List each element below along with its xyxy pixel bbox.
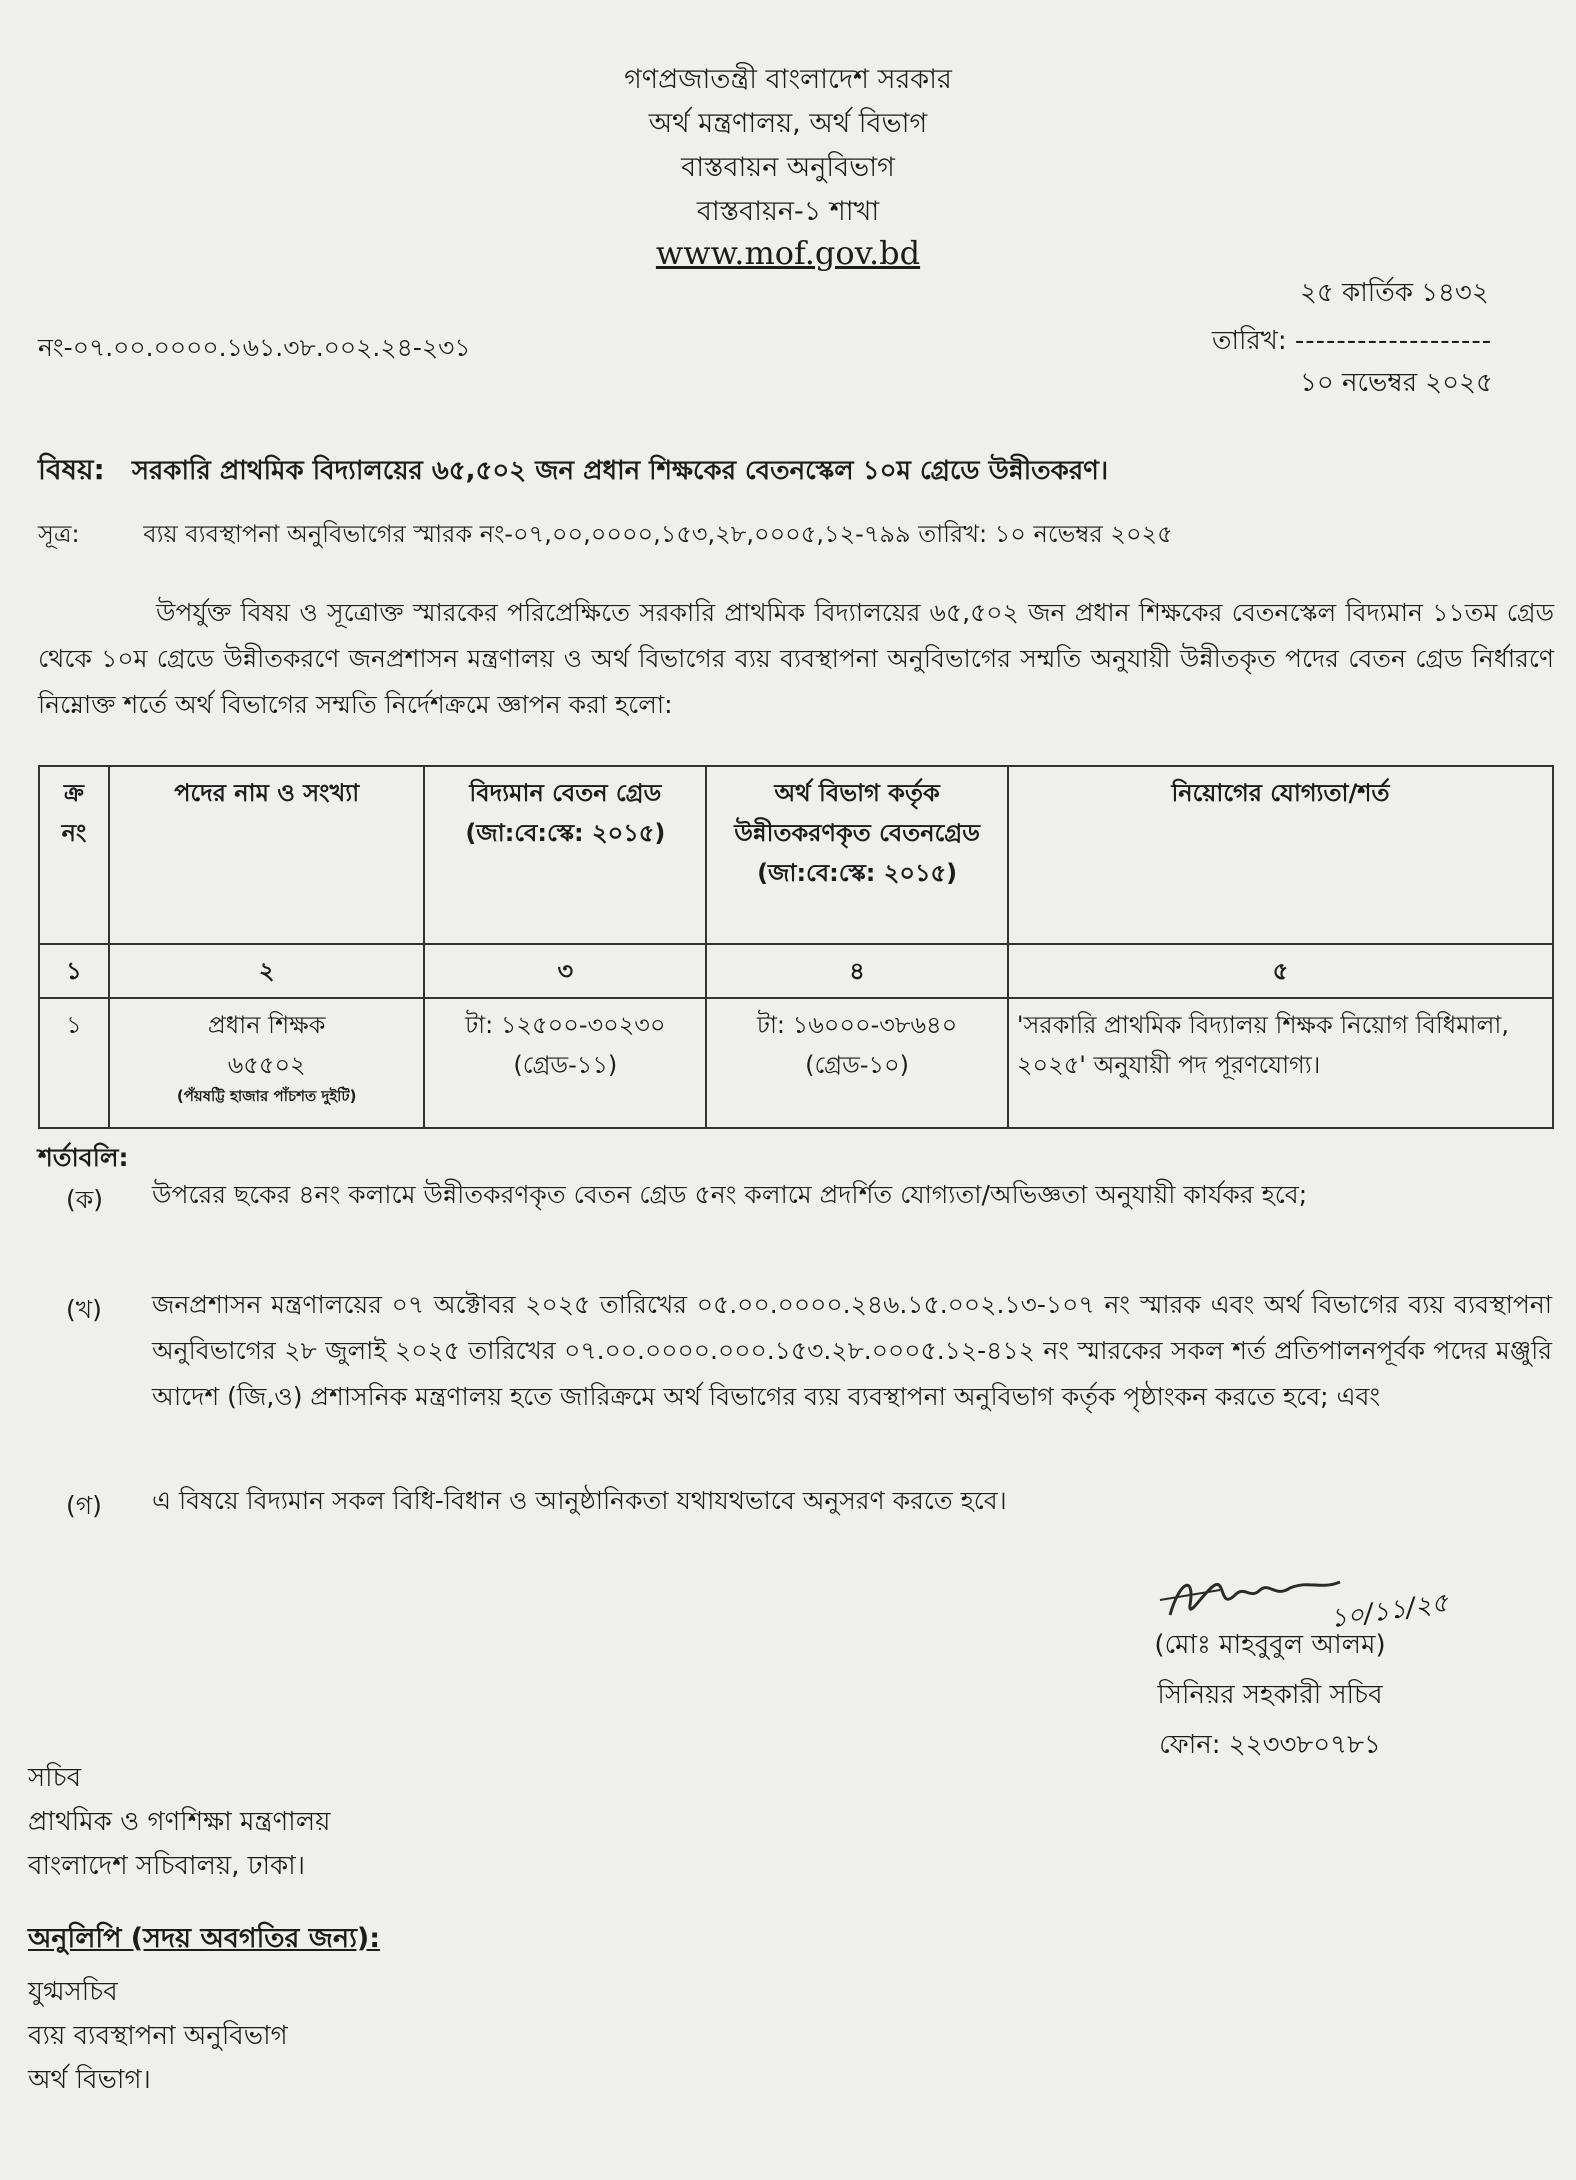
ministry-name: অর্থ মন্ত্রণালয়, অর্থ বিভাগ — [648, 108, 928, 139]
condition-text: জনপ্রশাসন মন্ত্রণালয়ের ০৭ অক্টোবর ২০২৫ তারিখের ০৫.০০.০০০০.২৪৬.১৫.০০২.১৩-১০৭ নং স্মারক এবং অর্থ বিভাগের ব্যয় ব্যবস্থাপনা অনুবিভাগের ২৮ জুলাই ২০২৫ তারিখের ০৭.০০.০০০০.০০০.১৫৩.২৮.০০০৫.১২-৪১২ নং স্মারকের সকল শর্ত প্রতিপালনপূর্বক পদের মঞ্জুরি আদেশ (জি,ও) প্রশাসনিক মন্ত্রণালয় হতে জারিক্রমে অর্থ বিভাগের ব্যয় ব্যবস্থাপনা অনুবিভাগ কর্তৃক পৃষ্ঠাংকন করতে হবে; এবং — [152, 1290, 1552, 1411]
signatory-designation: সিনিয়র সহকারী সচিব — [1157, 1680, 1383, 1710]
memo-number: নং-০৭.০০.০০০০.১৬১.৩৮.০০২.২৪-২৩১ — [38, 333, 471, 362]
website-link[interactable]: www.mof.gov.bd — [655, 234, 921, 272]
row-post-cell — [109, 998, 425, 1128]
table-header-row — [39, 766, 1553, 944]
letterhead — [0, 58, 1576, 272]
body-paragraph: উপর্যুক্ত বিষয় ও সূত্রোক্ত স্মারকের পরিপ্রেক্ষিতে সরকারি প্রাথমিক বিদ্যালয়ের ৬৫,৫০২ জন প্রধান শিক্ষকের বেতনস্কেল বিদ্যমান ১১তম গ্রেড থেকে ১০ম গ্রেডে উন্নীতকরণে জনপ্রশাসন মন্ত্রণালয় ও অর্থ বিভাগের ব্যয় ব্যবস্থাপনা অনুবিভাগের সম্মতি অনুযায়ী উন্নীতকৃত পদের বেতন গ্রেড নির্ধারণে নিম্নোক্ত শর্তে অর্থ বিভাগের সম্মতি নির্দেশক্রমে জ্ঞাপন করা হলো: — [38, 598, 1554, 719]
existing-grade: (গ্রেড-১১) — [513, 1051, 618, 1079]
signatory — [1070, 1620, 1470, 1770]
row-new-cell — [706, 998, 1008, 1128]
row-qualification: 'সরকারি প্রাথমিক বিদ্যালয় শিক্ষক নিয়োগ বিধিমালা, ২০২৫' অনুযায়ী পদ পূরণযোগ্য। — [1008, 998, 1553, 1128]
column-number-row — [39, 944, 1553, 998]
col-number: ৫ — [1008, 944, 1553, 998]
reference-text: ব্যয় ব্যবস্থাপনা অনুবিভাগের স্মারক নং-০৭,০০,০০০০,১৫৩,২৮,০০০৫,১২-৭৯৯ তারিখ: ১০ নভেম্বর ২০২৫ — [143, 520, 1173, 548]
copy-heading: অনুলিপি (সদয় অবগতির জন্য): — [28, 1923, 381, 1954]
subject-line — [38, 448, 1108, 495]
reference-label: সূত্র: — [38, 520, 80, 548]
post-name: প্রধান শিক্ষক — [207, 1011, 326, 1039]
table-row — [39, 998, 1553, 1128]
recipient-line: সচিব — [28, 1763, 82, 1793]
condition-text: উপরের ছকের ৪নং কলামে উন্নীতকরণকৃত বেতন গ্রেড ৫নং কলামে প্রদর্শিত যোগ্যতা/অভিজ্ঞতা অনুযায়ী কার্যকর হবে; — [152, 1180, 1308, 1209]
condition-label: (খ) — [66, 1295, 102, 1324]
recipient-line: বাংলাদেশ সচিবালয়, ঢাকা। — [28, 1851, 306, 1881]
signatory-name: (মোঃ মাহবুবুল আলম) — [1154, 1630, 1386, 1660]
col-number: ৩ — [424, 944, 706, 998]
condition-label: (গ) — [66, 1491, 102, 1520]
row-existing-cell — [424, 998, 706, 1128]
conditions-heading: শর্তাবলি: — [38, 1143, 129, 1172]
header-existing-grade: বিদ্যমান বেতন গ্রেড (জা:বে:স্কে: ২০১৫) — [424, 766, 706, 944]
existing-scale: টা: ১২৫০০-৩০২৩০ — [465, 1011, 666, 1039]
recipient — [28, 1756, 330, 1888]
subject-text: সরকারি প্রাথমিক বিদ্যালয়ের ৬৫,৫০২ জন প্রধান শিক্ষকের বেতনস্কেল ১০ম গ্রেডে উন্নীতকরণ। — [131, 456, 1109, 486]
copy-recipient — [28, 1970, 288, 2102]
reference-line — [38, 516, 1173, 556]
header-qualification: নিয়োগের যোগ্যতা/শর্ত — [1008, 766, 1553, 944]
branch-name: বাস্তবায়ন-১ শাখা — [696, 196, 880, 227]
date-line — [1212, 320, 1492, 364]
govt-name: গণপ্রজাতন্ত্রী বাংলাদেশ সরকার — [624, 64, 952, 95]
post-count-words: (পঁয়ষট্টি হাজার পাঁচশত দুইটি) — [176, 1087, 357, 1105]
condition-label: (ক) — [66, 1185, 103, 1214]
recipient-line: প্রাথমিক ও গণশিক্ষা মন্ত্রণালয় — [28, 1807, 331, 1837]
signatory-phone: ফোন: ২২৩৩৮০৭৮১ — [1159, 1730, 1381, 1760]
col-number: ২ — [109, 944, 425, 998]
pay-grade-table — [38, 765, 1554, 1129]
copy-line: ব্যয় ব্যবস্থাপনা অনুবিভাগ — [28, 2021, 288, 2051]
col-number: ৪ — [706, 944, 1008, 998]
header-serial: ক্র নং — [39, 766, 109, 944]
wing-name: বাস্তবায়ন অনুবিভাগ — [681, 152, 895, 183]
new-grade: (গ্রেড-১০) — [805, 1051, 910, 1079]
date-english: ১০ নভেম্বর ২০২৫ — [1300, 368, 1493, 398]
date-bangla: ২৫ কার্তিক ১৪৩২ — [1300, 278, 1489, 308]
date-label: তারিখ: — [1212, 326, 1287, 356]
subject-label: বিষয়: — [38, 453, 105, 486]
new-scale: টা: ১৬০০০-৩৮৬৪০ — [756, 1011, 958, 1039]
date-dashes: ------------------- — [1294, 326, 1493, 356]
row-serial: ১ — [39, 998, 109, 1128]
copy-line: অর্থ বিভাগ। — [28, 2065, 151, 2095]
signature-date: ১০/১১/২৫ — [1328, 1587, 1451, 1635]
col-number: ১ — [39, 944, 109, 998]
condition-text: এ বিষয়ে বিদ্যমান সকল বিধি-বিধান ও আনুষ্ঠানিকতা যথাযথভাবে অনুসরণ করতে হবে। — [152, 1486, 1007, 1515]
header-new-grade: অর্থ বিভাগ কর্তৃক উন্নীতকরণকৃত বেতনগ্রেড (জা:বে:স্কে: ২০১৫) — [706, 766, 1008, 944]
post-count: ৬৫৫০২ — [227, 1051, 306, 1079]
copy-line: যুগ্মসচিব — [28, 1977, 118, 2007]
header-post: পদের নাম ও সংখ্যা — [109, 766, 425, 944]
